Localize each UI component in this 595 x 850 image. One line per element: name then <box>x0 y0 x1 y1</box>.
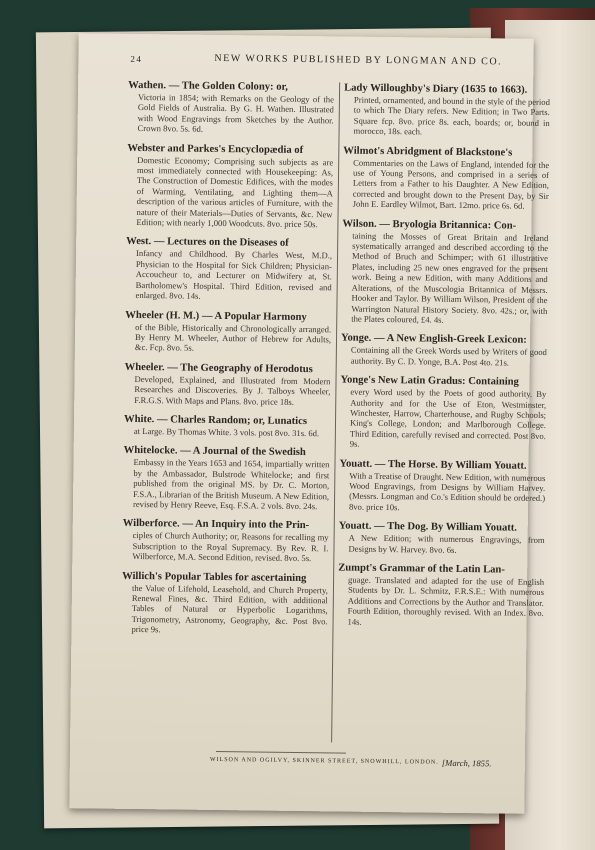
catalogue-entry <box>126 142 333 229</box>
entry-description: ciples of Church Authority; or, Reasons for recalling my Subscription to the Royal Supremacy. By Rev. R. I. Wilberforce, M.A. Second Edition, revised. 8vo. 5s. <box>132 530 329 564</box>
page-number: 24 <box>130 53 143 65</box>
entry-title: Wheeler. — The Geography of Herodotus <box>124 361 313 375</box>
entry-description: the Value of Lifehold, Leasehold, and Church Property, Renewal Fines, &c. Third Edition, with additional Tables of Natural or Hyperbolic Logarithms, Trigonometry, Astronomy, Geography, &c. Post 8vo. price 9s. <box>131 582 329 635</box>
catalogue-entry <box>125 309 332 355</box>
entry-description: taining the Mosses of Great Britain and Ireland systematically arranged and described according to the Method of Bruch and Schimper; with 61 illustrative Plates, including 25 new ones engraved for the present work. Being a new Edition, with many Additions and Alterations, of the Muscologia Britannica of Messrs. Hooker and Taylor. By William Wilson, President of the Warrington Natural History Society. 8vo. 42s.; or, with the Plates coloured, £4. 4s. <box>351 230 549 325</box>
catalogue-entry <box>122 518 329 564</box>
page-header <box>118 52 515 73</box>
entry-description: Embassy in the Years 1653 and 1654, impartially written by the Ambassador, Bulstrode Whitelocke; and first published from the original MS. by Dr. C. Morton, F.S.A., Librarian of the British Museum. A New Edition, revised by Henry Reeve, Esq. F.S.A. 2 vols. 8vo. 24s. <box>132 457 330 512</box>
right-column <box>337 82 550 638</box>
entry-description: A New Edition; with numerous Engravings, from Designs by W. Harvey. 8vo. 6s. <box>348 532 545 555</box>
entry-title: West. — Lectures on the Diseases of <box>126 236 289 250</box>
issue-date: [March, 1855. <box>441 757 492 769</box>
entry-title: Willich's Popular Tables for ascertaining <box>122 570 307 584</box>
catalogue-entry <box>128 80 335 136</box>
entry-description: Developed, Explained, and Illustrated from Modern Researches and Discoveries. By J. Talboys Wheeler, F.R.G.S. With Maps and Plans. 8vo. price 18s. <box>134 373 331 407</box>
entry-description: Domestic Economy; Comprising such subjects as are most immediately connected with Housekeeping: As, The Construction of Domestic Edifices, with the modes of Warming, Ventilating, and Lighting them—A description of the various articles of Furniture, with the nature of their Materials—Duties of Servants, &c. New Edition; with nearly 1,000 Woodcuts. 8vo. price 50s. <box>136 154 334 230</box>
entry-description: Containing all the Greek Words used by Writers of good authority. By C. D. Yonge, B.A. Post 4to. 21s. <box>350 344 547 368</box>
entry-title: Youatt. — The Dog. By William Youatt. <box>338 520 518 534</box>
entry-description: Infancy and Childhood. By Charles West, M.D., Physician to the Hospital for Sick Children; Physician-Accoucheur to, and Lecturer on Midwifery at, St. Bartholomew's Hospital. Third Edition, revised and enlarged. 8vo. 14s. <box>135 248 333 301</box>
catalogue-entry <box>124 362 331 408</box>
catalogue-entry <box>123 445 330 512</box>
catalogue-entry <box>124 414 330 439</box>
catalogue-entry <box>340 375 547 452</box>
entry-description: of the Bible, Historically and Chronologically arranged. By Henry M. Wheeler, Author of Hebrew for Adults, &c. Fcp. 8vo. 5s. <box>134 321 332 353</box>
entry-description: Printed, ornamented, and bound in the style of the period to which The Diary refers. New Edition; in Two Parts. Square fcp. 8vo. price 8s. each, boards; or, bound in morocco, 18s. each. <box>353 94 551 137</box>
catalogue-entry <box>339 458 546 514</box>
entry-title: Lady Willoughby's Diary (1635 to 1663). <box>344 82 528 96</box>
entry-title: Yonge's New Latin Gradus: Containing <box>340 374 519 388</box>
catalogue-entry <box>343 145 550 212</box>
footer-rule <box>216 751 346 754</box>
catalogue-entry <box>125 236 332 303</box>
entry-title: Yonge. — A New English-Greek Lexicon: <box>340 332 527 347</box>
catalogue-entry <box>344 82 551 138</box>
catalogue-entry <box>341 333 547 368</box>
entry-title: Webster and Parkes's Encyclopædia of <box>127 142 304 156</box>
catalogue-page <box>69 33 551 814</box>
entry-title: Zumpt's Grammar of the Latin Lan- <box>338 562 505 576</box>
entry-title: White. — Charles Random; or, Lunatics <box>123 413 308 428</box>
entry-title: Wilson. — Bryologia Britannica: Con- <box>342 218 517 232</box>
entry-description: With a Treatise of Draught. New Edition, with numerous Wood Engravings, from Designs by William Harvey. (Messrs. Longman and Co.'s Edition should be ordered.) 8vo. price 10s. <box>348 470 546 512</box>
entry-description: at Large. By Thomas White. 3 vols. post 8vo. 31s. 6d. <box>133 425 320 439</box>
entry-title: Wilmot's Abridgment of Blackstone's <box>343 145 513 159</box>
entry-description: Commentaries on the Laws of England, intended for the use of Young Persons, and comprised in a series of Letters from a Father to his Daughter. A New Edition, corrected and brought down to the Present Day, by Sir John E. Eardley Wilmot, Bart. 12mo. price 6s. 6d. <box>352 157 550 211</box>
catalogue-entry <box>338 521 544 556</box>
entry-title: Wilberforce. — An Inquiry into the Prin- <box>122 518 310 532</box>
left-column <box>121 80 334 646</box>
entry-description: guage. Translated and adapted for the use of English Students by Dr. L. Schmitz, F.R.S.E.: With numerous Additions and Corrections by the Author and Translator. Fourth Edition, thoroughly revised. With an Index. 8vo. 14s. <box>347 574 545 627</box>
entry-title: Wheeler (H. M.) — A Popular Harmony <box>125 309 307 323</box>
entry-title: Whitelocke. — A Journal of the Swedish <box>123 445 306 459</box>
entry-description: every Word used by the Poets of good authority. By Authority and for the Use of Eton, Westminster, Winchester, Harrow, Charterhouse, and Rugby Schools; King's College, London; and Marlborough College. Third Edition, carefully revised and corrected. Post 8vo. 9s. <box>349 386 547 449</box>
running-title: NEW WORKS PUBLISHED BY LONGMAN AND CO. <box>214 52 503 68</box>
entry-description: Victoria in 1854; with Remarks on the Geology of the Gold Fields of Australia. By G. H. Wathen. Illustrated with Wood Engravings from Sketches by the Author. Crown 8vo. 5s. 6d. <box>137 91 335 134</box>
entry-title: Youatt. — The Horse. By William Youatt. <box>339 458 527 472</box>
printer-imprint: WILSON AND OGILVY, SKINNER STREET, SNOWHILL, LONDON. <box>209 756 439 766</box>
catalogue-entry <box>121 570 328 637</box>
catalogue-entry <box>341 218 548 326</box>
catalogue-entry <box>338 562 545 629</box>
entry-title: Wathen. — The Golden Colony: or, <box>128 79 289 93</box>
